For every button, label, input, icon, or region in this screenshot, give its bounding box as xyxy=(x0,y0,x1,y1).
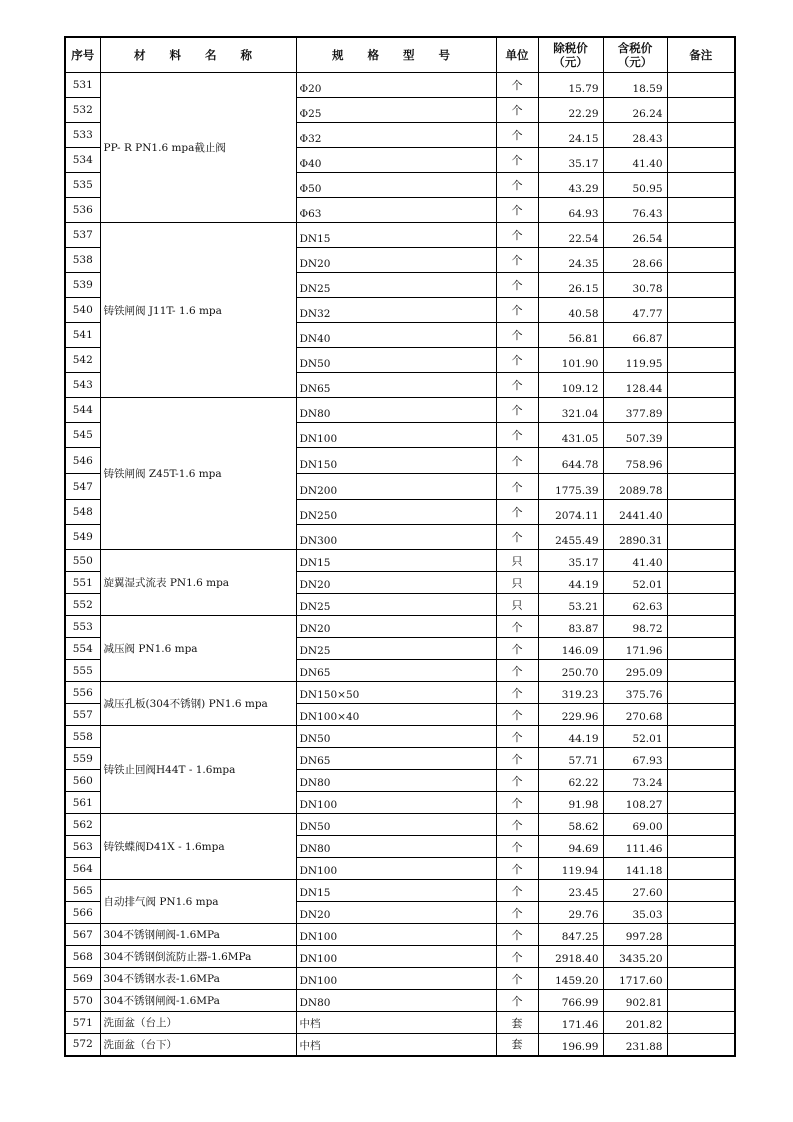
price-ex-tax: 2455.49 xyxy=(538,525,603,550)
spec-model: 中档 xyxy=(296,1034,496,1056)
unit: 个 xyxy=(496,148,538,173)
row-number: 553 xyxy=(65,616,100,638)
spec-model: DN65 xyxy=(296,660,496,682)
row-number: 565 xyxy=(65,880,100,902)
header-no: 序号 xyxy=(65,37,100,73)
row-number: 571 xyxy=(65,1012,100,1034)
price-inc-tax: 69.00 xyxy=(603,814,667,836)
header-price-ex xyxy=(538,37,603,73)
header-price-ex-line2: （元） xyxy=(553,55,588,69)
price-ex-tax: 64.93 xyxy=(538,198,603,223)
table-row xyxy=(65,1012,735,1034)
row-number: 532 xyxy=(65,98,100,123)
price-inc-tax: 66.87 xyxy=(603,323,667,348)
price-ex-tax: 94.69 xyxy=(538,836,603,858)
unit: 个 xyxy=(496,836,538,858)
unit: 个 xyxy=(496,704,538,726)
remark xyxy=(667,814,735,836)
material-name: 304不锈钢倒流防止器-1.6MPa xyxy=(100,946,296,968)
price-ex-tax: 62.22 xyxy=(538,770,603,792)
row-number: 564 xyxy=(65,858,100,880)
price-inc-tax: 2441.40 xyxy=(603,500,667,525)
header-unit: 单位 xyxy=(496,37,538,73)
price-inc-tax: 128.44 xyxy=(603,373,667,398)
spec-model: DN150×50 xyxy=(296,682,496,704)
material-name: 旋翼湿式流表 PN1.6 mpa xyxy=(100,550,296,616)
row-number: 545 xyxy=(65,423,100,448)
remark xyxy=(667,248,735,273)
unit: 只 xyxy=(496,594,538,616)
row-number: 572 xyxy=(65,1034,100,1056)
unit: 个 xyxy=(496,726,538,748)
unit: 个 xyxy=(496,474,538,500)
unit: 个 xyxy=(496,638,538,660)
spec-model: DN50 xyxy=(296,726,496,748)
price-ex-tax: 35.17 xyxy=(538,550,603,572)
spec-model: DN20 xyxy=(296,572,496,594)
row-number: 556 xyxy=(65,682,100,704)
price-inc-tax: 67.93 xyxy=(603,748,667,770)
row-number: 539 xyxy=(65,273,100,298)
unit: 个 xyxy=(496,373,538,398)
unit: 个 xyxy=(496,123,538,148)
price-ex-tax: 2074.11 xyxy=(538,500,603,525)
material-name: 铸铁闸阀 Z45T-1.6 mpa xyxy=(100,398,296,550)
row-number: 535 xyxy=(65,173,100,198)
material-name: 304不锈钢水表-1.6MPa xyxy=(100,968,296,990)
price-inc-tax: 41.40 xyxy=(603,148,667,173)
remark xyxy=(667,398,735,423)
remark xyxy=(667,98,735,123)
remark xyxy=(667,836,735,858)
price-ex-tax: 29.76 xyxy=(538,902,603,924)
remark xyxy=(667,73,735,98)
remark xyxy=(667,148,735,173)
price-inc-tax: 201.82 xyxy=(603,1012,667,1034)
unit: 个 xyxy=(496,946,538,968)
remark xyxy=(667,726,735,748)
remark xyxy=(667,448,735,474)
material-name: 铸铁蝶阀D41X - 1.6mpa xyxy=(100,814,296,880)
remark xyxy=(667,1012,735,1034)
price-table xyxy=(64,36,736,1057)
remark xyxy=(667,348,735,373)
price-inc-tax: 2890.31 xyxy=(603,525,667,550)
spec-model: DN100×40 xyxy=(296,704,496,726)
remark xyxy=(667,550,735,572)
price-inc-tax: 2089.78 xyxy=(603,474,667,500)
spec-model: Φ32 xyxy=(296,123,496,148)
spec-model: DN20 xyxy=(296,248,496,273)
table-row xyxy=(65,73,735,98)
price-inc-tax: 41.40 xyxy=(603,550,667,572)
remark xyxy=(667,748,735,770)
price-ex-tax: 847.25 xyxy=(538,924,603,946)
unit: 个 xyxy=(496,792,538,814)
unit: 个 xyxy=(496,748,538,770)
row-number: 543 xyxy=(65,373,100,398)
spec-model: DN50 xyxy=(296,348,496,373)
remark xyxy=(667,770,735,792)
spec-model: Φ50 xyxy=(296,173,496,198)
unit: 个 xyxy=(496,968,538,990)
price-inc-tax: 62.63 xyxy=(603,594,667,616)
spec-model: Φ40 xyxy=(296,148,496,173)
unit: 个 xyxy=(496,880,538,902)
price-ex-tax: 44.19 xyxy=(538,572,603,594)
unit: 个 xyxy=(496,682,538,704)
table-row xyxy=(65,550,735,572)
row-number: 537 xyxy=(65,223,100,248)
table-row xyxy=(65,924,735,946)
header-note: 备注 xyxy=(667,37,735,73)
spec-model: DN100 xyxy=(296,858,496,880)
unit: 个 xyxy=(496,273,538,298)
remark xyxy=(667,323,735,348)
remark xyxy=(667,572,735,594)
price-ex-tax: 43.29 xyxy=(538,173,603,198)
price-ex-tax: 40.58 xyxy=(538,298,603,323)
remark xyxy=(667,423,735,448)
unit: 个 xyxy=(496,924,538,946)
unit: 个 xyxy=(496,248,538,273)
remark xyxy=(667,273,735,298)
row-number: 570 xyxy=(65,990,100,1012)
table-row xyxy=(65,946,735,968)
row-number: 559 xyxy=(65,748,100,770)
remark xyxy=(667,525,735,550)
unit: 个 xyxy=(496,858,538,880)
price-inc-tax: 52.01 xyxy=(603,572,667,594)
table-row xyxy=(65,726,735,748)
row-number: 538 xyxy=(65,248,100,273)
spec-model: DN250 xyxy=(296,500,496,525)
material-name: 铸铁闸阀 J11T- 1.6 mpa xyxy=(100,223,296,398)
unit: 个 xyxy=(496,348,538,373)
spec-model: DN200 xyxy=(296,474,496,500)
price-inc-tax: 111.46 xyxy=(603,836,667,858)
row-number: 540 xyxy=(65,298,100,323)
spec-model: Φ25 xyxy=(296,98,496,123)
price-ex-tax: 119.94 xyxy=(538,858,603,880)
unit: 个 xyxy=(496,73,538,98)
header-name-label: 材 料 名 称 xyxy=(133,48,262,62)
spec-model: DN80 xyxy=(296,990,496,1012)
unit: 个 xyxy=(496,616,538,638)
table-row xyxy=(65,1034,735,1056)
spec-model: DN80 xyxy=(296,836,496,858)
material-name: 洗面盆（台上） xyxy=(100,1012,296,1034)
remark xyxy=(667,858,735,880)
spec-model: DN25 xyxy=(296,594,496,616)
price-ex-tax: 196.99 xyxy=(538,1034,603,1056)
row-number: 546 xyxy=(65,448,100,474)
unit: 个 xyxy=(496,423,538,448)
price-ex-tax: 57.71 xyxy=(538,748,603,770)
row-number: 541 xyxy=(65,323,100,348)
unit: 个 xyxy=(496,298,538,323)
header-price-inc-line2: （元） xyxy=(617,55,653,69)
price-inc-tax: 231.88 xyxy=(603,1034,667,1056)
row-number: 562 xyxy=(65,814,100,836)
unit: 个 xyxy=(496,198,538,223)
table-row xyxy=(65,616,735,638)
price-ex-tax: 23.45 xyxy=(538,880,603,902)
price-inc-tax: 47.77 xyxy=(603,298,667,323)
price-inc-tax: 1717.60 xyxy=(603,968,667,990)
table-row xyxy=(65,990,735,1012)
unit: 个 xyxy=(496,660,538,682)
remark xyxy=(667,924,735,946)
price-inc-tax: 375.76 xyxy=(603,682,667,704)
price-inc-tax: 295.09 xyxy=(603,660,667,682)
material-name: 洗面盆（台下） xyxy=(100,1034,296,1056)
row-number: 558 xyxy=(65,726,100,748)
spec-model: DN40 xyxy=(296,323,496,348)
price-inc-tax: 26.24 xyxy=(603,98,667,123)
header-spec xyxy=(296,37,496,73)
header-price-inc xyxy=(603,37,667,73)
unit: 个 xyxy=(496,500,538,525)
unit: 套 xyxy=(496,1012,538,1034)
price-inc-tax: 30.78 xyxy=(603,273,667,298)
remark xyxy=(667,946,735,968)
price-inc-tax: 171.96 xyxy=(603,638,667,660)
spec-model: DN100 xyxy=(296,792,496,814)
price-inc-tax: 997.28 xyxy=(603,924,667,946)
remark xyxy=(667,880,735,902)
price-inc-tax: 507.39 xyxy=(603,423,667,448)
row-number: 563 xyxy=(65,836,100,858)
material-name: 自动排气阀 PN1.6 mpa xyxy=(100,880,296,924)
price-inc-tax: 18.59 xyxy=(603,73,667,98)
remark xyxy=(667,990,735,1012)
price-inc-tax: 758.96 xyxy=(603,448,667,474)
header-price-ex-line1: 除税价 xyxy=(553,41,588,55)
spec-model: Φ63 xyxy=(296,198,496,223)
price-inc-tax: 119.95 xyxy=(603,348,667,373)
price-ex-tax: 321.04 xyxy=(538,398,603,423)
price-ex-tax: 44.19 xyxy=(538,726,603,748)
price-ex-tax: 22.54 xyxy=(538,223,603,248)
remark xyxy=(667,173,735,198)
spec-model: DN80 xyxy=(296,770,496,792)
price-inc-tax: 73.24 xyxy=(603,770,667,792)
remark xyxy=(667,682,735,704)
remark xyxy=(667,500,735,525)
spec-model: DN15 xyxy=(296,550,496,572)
header-row xyxy=(65,37,735,73)
price-inc-tax: 28.43 xyxy=(603,123,667,148)
row-number: 561 xyxy=(65,792,100,814)
price-inc-tax: 3435.20 xyxy=(603,946,667,968)
unit: 只 xyxy=(496,550,538,572)
price-ex-tax: 644.78 xyxy=(538,448,603,474)
price-inc-tax: 27.60 xyxy=(603,880,667,902)
price-ex-tax: 35.17 xyxy=(538,148,603,173)
unit: 个 xyxy=(496,173,538,198)
remark xyxy=(667,123,735,148)
row-number: 550 xyxy=(65,550,100,572)
row-number: 557 xyxy=(65,704,100,726)
row-number: 552 xyxy=(65,594,100,616)
price-inc-tax: 28.66 xyxy=(603,248,667,273)
price-inc-tax: 76.43 xyxy=(603,198,667,223)
spec-model: DN100 xyxy=(296,968,496,990)
price-ex-tax: 229.96 xyxy=(538,704,603,726)
spec-model: DN20 xyxy=(296,902,496,924)
row-number: 536 xyxy=(65,198,100,223)
spec-model: Φ20 xyxy=(296,73,496,98)
spec-model: DN300 xyxy=(296,525,496,550)
remark xyxy=(667,902,735,924)
spec-model: DN100 xyxy=(296,946,496,968)
price-ex-tax: 2918.40 xyxy=(538,946,603,968)
row-number: 544 xyxy=(65,398,100,423)
price-inc-tax: 902.81 xyxy=(603,990,667,1012)
table-row xyxy=(65,968,735,990)
table-body xyxy=(65,73,735,1056)
material-name: 减压孔板(304不锈钢) PN1.6 mpa xyxy=(100,682,296,726)
price-inc-tax: 270.68 xyxy=(603,704,667,726)
spec-model: DN25 xyxy=(296,638,496,660)
price-inc-tax: 108.27 xyxy=(603,792,667,814)
row-number: 554 xyxy=(65,638,100,660)
unit: 个 xyxy=(496,223,538,248)
row-number: 566 xyxy=(65,902,100,924)
spec-model: DN20 xyxy=(296,616,496,638)
unit: 只 xyxy=(496,572,538,594)
price-inc-tax: 377.89 xyxy=(603,398,667,423)
header-name xyxy=(100,37,296,73)
remark xyxy=(667,638,735,660)
spec-model: DN150 xyxy=(296,448,496,474)
price-ex-tax: 1459.20 xyxy=(538,968,603,990)
spec-model: DN65 xyxy=(296,748,496,770)
spec-model: DN15 xyxy=(296,880,496,902)
header-price-inc-line1: 含税价 xyxy=(617,41,653,55)
spec-model: DN80 xyxy=(296,398,496,423)
price-ex-tax: 53.21 xyxy=(538,594,603,616)
price-inc-tax: 141.18 xyxy=(603,858,667,880)
material-name: 减压阀 PN1.6 mpa xyxy=(100,616,296,682)
material-name: PP- R PN1.6 mpa截止阀 xyxy=(100,73,296,223)
price-inc-tax: 52.01 xyxy=(603,726,667,748)
price-inc-tax: 26.54 xyxy=(603,223,667,248)
price-ex-tax: 766.99 xyxy=(538,990,603,1012)
row-number: 569 xyxy=(65,968,100,990)
remark xyxy=(667,298,735,323)
spec-model: DN25 xyxy=(296,273,496,298)
unit: 个 xyxy=(496,902,538,924)
row-number: 534 xyxy=(65,148,100,173)
spec-model: DN32 xyxy=(296,298,496,323)
material-name: 铸铁止回阀H44T - 1.6mpa xyxy=(100,726,296,814)
price-inc-tax: 50.95 xyxy=(603,173,667,198)
row-number: 542 xyxy=(65,348,100,373)
price-ex-tax: 24.35 xyxy=(538,248,603,273)
price-ex-tax: 1775.39 xyxy=(538,474,603,500)
spec-model: DN15 xyxy=(296,223,496,248)
remark xyxy=(667,660,735,682)
remark xyxy=(667,223,735,248)
price-ex-tax: 22.29 xyxy=(538,98,603,123)
price-ex-tax: 26.15 xyxy=(538,273,603,298)
price-ex-tax: 319.23 xyxy=(538,682,603,704)
unit: 个 xyxy=(496,448,538,474)
price-ex-tax: 250.70 xyxy=(538,660,603,682)
row-number: 568 xyxy=(65,946,100,968)
table-row xyxy=(65,814,735,836)
unit: 个 xyxy=(496,814,538,836)
spec-model: 中档 xyxy=(296,1012,496,1034)
remark xyxy=(667,968,735,990)
unit: 个 xyxy=(496,770,538,792)
price-ex-tax: 431.05 xyxy=(538,423,603,448)
row-number: 567 xyxy=(65,924,100,946)
remark xyxy=(667,704,735,726)
price-inc-tax: 35.03 xyxy=(603,902,667,924)
price-ex-tax: 101.90 xyxy=(538,348,603,373)
table-row xyxy=(65,398,735,423)
row-number: 547 xyxy=(65,474,100,500)
unit: 个 xyxy=(496,525,538,550)
spec-model: DN100 xyxy=(296,924,496,946)
spec-model: DN50 xyxy=(296,814,496,836)
unit: 个 xyxy=(496,398,538,423)
unit: 套 xyxy=(496,1034,538,1056)
row-number: 549 xyxy=(65,525,100,550)
row-number: 533 xyxy=(65,123,100,148)
unit: 个 xyxy=(496,990,538,1012)
remark xyxy=(667,198,735,223)
row-number: 551 xyxy=(65,572,100,594)
material-name: 304不锈钢闸阀-1.6MPa xyxy=(100,924,296,946)
price-ex-tax: 83.87 xyxy=(538,616,603,638)
unit: 个 xyxy=(496,98,538,123)
price-ex-tax: 15.79 xyxy=(538,73,603,98)
row-number: 548 xyxy=(65,500,100,525)
unit: 个 xyxy=(496,323,538,348)
remark xyxy=(667,616,735,638)
remark xyxy=(667,373,735,398)
table-row xyxy=(65,223,735,248)
remark xyxy=(667,594,735,616)
spec-model: DN100 xyxy=(296,423,496,448)
price-ex-tax: 171.46 xyxy=(538,1012,603,1034)
row-number: 531 xyxy=(65,73,100,98)
price-inc-tax: 98.72 xyxy=(603,616,667,638)
row-number: 560 xyxy=(65,770,100,792)
price-ex-tax: 109.12 xyxy=(538,373,603,398)
price-ex-tax: 146.09 xyxy=(538,638,603,660)
remark xyxy=(667,1034,735,1056)
row-number: 555 xyxy=(65,660,100,682)
spec-model: DN65 xyxy=(296,373,496,398)
price-ex-tax: 91.98 xyxy=(538,792,603,814)
price-ex-tax: 58.62 xyxy=(538,814,603,836)
price-ex-tax: 24.15 xyxy=(538,123,603,148)
remark xyxy=(667,792,735,814)
table-row xyxy=(65,880,735,902)
header-spec-label: 规 格 型 号 xyxy=(331,48,460,62)
material-name: 304不锈钢闸阀-1.6MPa xyxy=(100,990,296,1012)
price-ex-tax: 56.81 xyxy=(538,323,603,348)
remark xyxy=(667,474,735,500)
table-row xyxy=(65,682,735,704)
